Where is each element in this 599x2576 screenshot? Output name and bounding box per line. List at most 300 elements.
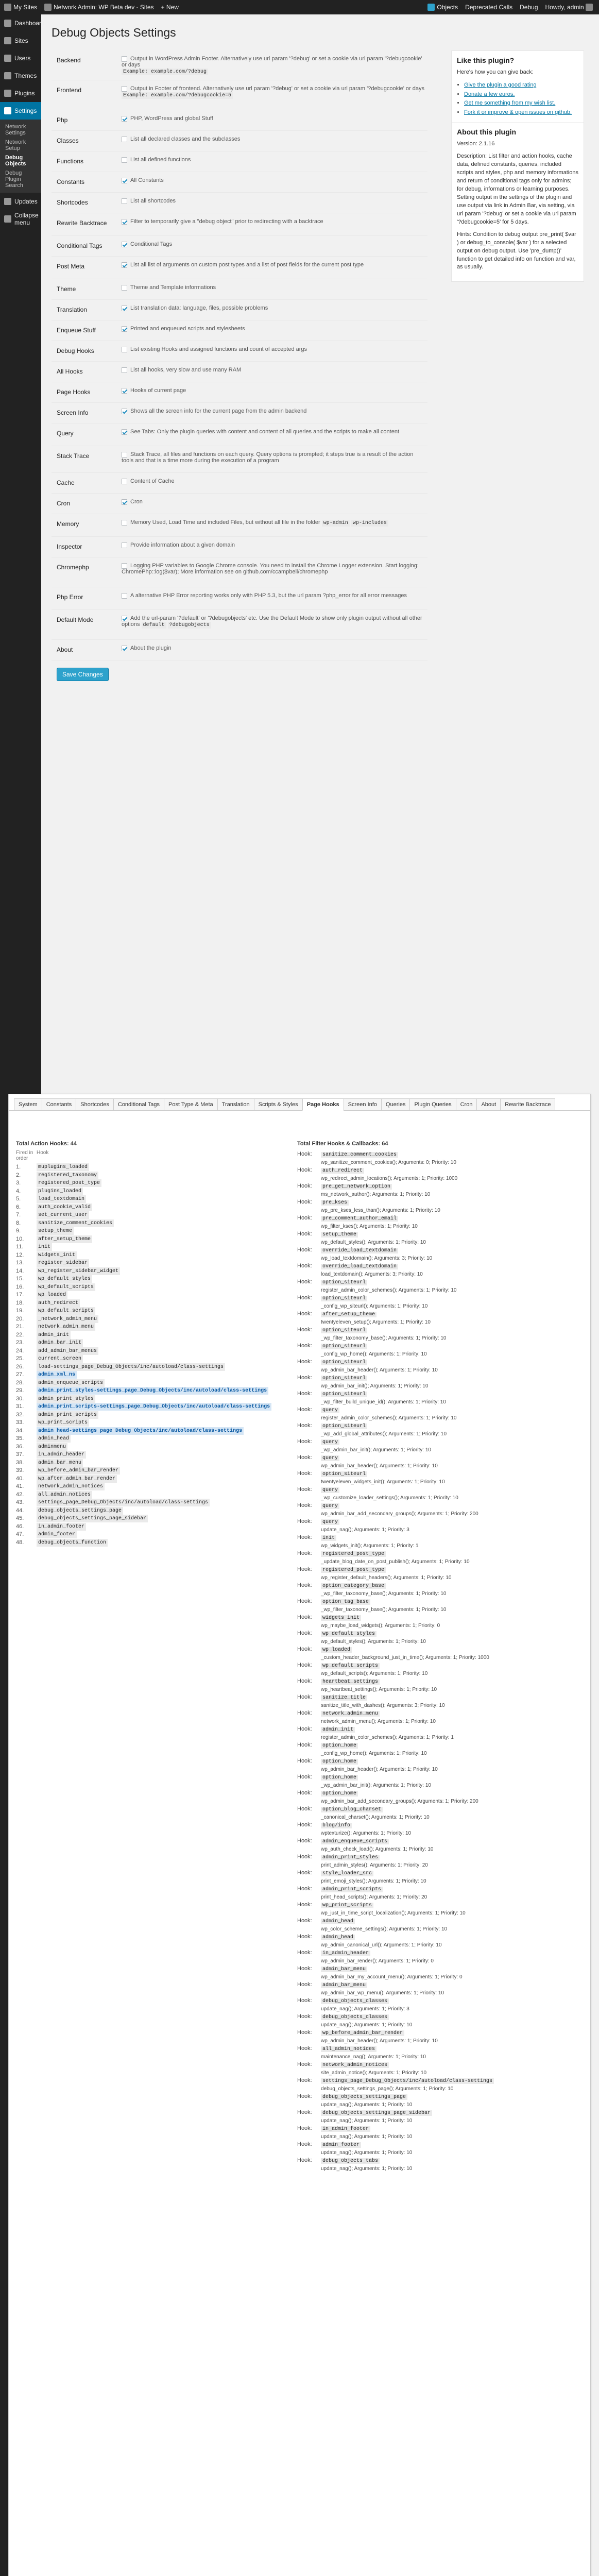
hook-order: 9. [16,1228,21,1234]
filter-callback: wp_default_scripts(); Arguments: 1; Priority: 10 [321,1671,428,1676]
tab-plugin-queries[interactable]: Plugin Queries [409,1098,456,1111]
setting-description: Add the url-param '?default' or '?debugobjects' etc. Use the Default Mode to show only plugin output without all other options [122,615,422,628]
filter-hook-name: wp_print_scripts [321,1903,373,1908]
hook-key-label: Hook: [297,1790,312,1796]
setting-field [118,494,427,514]
filter-callback: load_textdomain(); Arguments: 3; Priority: 10 [321,1272,423,1277]
hook-order: 34. [16,1427,24,1434]
filter-hook-name: setup_theme [321,1232,358,1238]
settings-form [52,50,427,681]
tab-queries[interactable]: Queries [381,1098,410,1111]
filter-callback: wp_admin_bar_wp_menu(); Arguments: 1; Priority: 10 [321,1990,444,1996]
filter-hook-name: option_siteurl [321,1376,367,1381]
setting-description: Cron [130,499,143,505]
table-row [16,1507,284,1515]
setting-field [118,80,427,110]
wishlist-link[interactable]: Get me something from my wish list. [464,100,556,107]
hook-order: 10. [16,1235,24,1242]
hook-order: 19. [16,1308,24,1314]
setting-checkbox[interactable] [122,409,127,414]
deprecated-calls-link[interactable]: Deprecated Calls [465,3,513,11]
submenu-debug-plugin-search[interactable]: Debug Plugin Search [5,170,23,189]
list-item [297,1805,586,1814]
menu-item-sites[interactable]: Sites [0,32,41,49]
hints-text: Hints: Condition to debug output pre_print( $var ) or debug_to_console( $var ) for a selected output on debug output. Use 'pre_dump()' function to get detailed info on function and var, as usually. [457,231,576,270]
hook-order: 7. [16,1212,21,1218]
filter-callback: update_nag(); Arguments: 1; Priority: 10 [321,2134,413,2140]
filter-callback: ms_network_author(); Arguments: 1; Priority: 10 [321,1192,431,1197]
filter-hook-name: admin_footer [321,2142,361,2148]
filter-hooks-list [297,1150,586,2172]
tab-conditional-tags[interactable]: Conditional Tags [113,1098,164,1111]
hook-order: 44. [16,1507,24,1514]
filter-hook-name: wp_loaded [321,1647,352,1653]
hook-key-label: Hook: [297,1678,312,1684]
setting-checkbox[interactable] [122,520,127,526]
filter-hook-name: option_siteurl [321,1423,367,1429]
settings-row [52,514,427,537]
menu-item-updates[interactable]: Updates [0,193,41,210]
setting-field [118,151,427,172]
setting-checkbox[interactable] [122,388,127,394]
setting-label: Enqueue Stuff [57,327,96,334]
setting-checkbox[interactable] [122,219,127,225]
filter-hook-name: option_home [321,1743,358,1749]
filter-hook-name: sanitize_comment_cookies [321,1152,398,1158]
table-row [16,1403,284,1411]
setting-checkbox[interactable] [122,452,127,457]
filter-hook-name: admin_enqueue_scripts [321,1839,389,1844]
hook-key-label: Hook: [297,1981,312,1988]
filter-hook-name: after_setup_theme [321,1312,376,1317]
hook-order: 40. [16,1475,24,1482]
filter-callback: wp_color_scheme_settings(); Arguments: 1; Priority: 10 [321,1926,448,1932]
list-item [297,1964,586,1974]
table-row [16,1219,284,1228]
list-item [297,1166,586,1175]
list-item [297,2060,586,2070]
hook-name: debug_objects_function [37,1539,108,1547]
setting-checkbox[interactable] [122,646,127,651]
hook-order: 20. [16,1315,24,1322]
filter-callback: _config_wp_siteurl(); Arguments: 1; Priority: 10 [321,1303,428,1309]
setting-description: List all list of arguments on custom post types and a list of post fields for the current post type [130,262,364,268]
hook-name: plugins_loaded [37,1188,83,1195]
hook-name: in_admin_footer [37,1523,86,1531]
filter-hook-name: debug_objects_classes [321,2014,389,2020]
table-row [16,1483,284,1491]
setting-field [118,403,427,423]
save-changes-button[interactable]: Save Changes [57,668,109,681]
settings-row [52,279,427,300]
tab-translation[interactable]: Translation [217,1098,254,1111]
setting-field [118,514,427,536]
hook-key-label: Hook: [297,1215,312,1221]
filter-callback: update_nag(); Arguments: 1; Priority: 3 [321,1527,409,1533]
setting-description: List translation data: language, files, possible problems [130,305,268,311]
table-row [16,1235,284,1244]
filter-callback: print_admin_styles(); Arguments: 1; Priority: 20 [321,1862,428,1868]
setting-checkbox[interactable] [122,326,127,332]
setting-field [118,236,427,256]
filter-callback: wp_just_in_time_script_localization(); Arguments: 1; Priority: 10 [321,1910,466,1916]
setting-field [118,341,427,361]
menu-item-users[interactable]: Users [0,49,41,67]
filter-callback: maintenance_nag(); Arguments: 1; Priority: 10 [321,2054,426,2060]
hook-key-label: Hook: [297,1311,312,1317]
hook-key-label: Hook: [297,1343,312,1349]
table-row [16,1339,284,1347]
menu-item-plugins[interactable]: Plugins [0,84,41,102]
hook-name: all_admin_notices [37,1491,92,1499]
hook-order: 26. [16,1363,24,1370]
debug-link[interactable]: Debug [520,3,538,11]
hook-name: after_setup_theme [37,1235,92,1243]
hook-order: 22. [16,1331,24,1338]
hook-name: muplugins_loaded [37,1163,89,1171]
table-row [16,1163,284,1172]
hook-key-label: Hook: [297,1199,312,1205]
setting-example: Example: example.com/?debugcookie=5 [122,92,233,99]
list-item [297,1948,586,1958]
filter-callback: wp_admin_bar_my_account_menu(); Arguments: 1; Priority: 0 [321,1974,463,1980]
settings-row [52,80,427,110]
setting-label: Conditional Tags [57,242,102,249]
hook-key-label: Hook: [297,1438,312,1445]
table-row [16,1204,284,1212]
submenu-network-setup[interactable]: Network Setup [5,139,26,151]
filter-callback: debug_objects_settings_page(); Arguments: 1; Priority: 10 [321,2086,454,2092]
settings-row [52,362,427,382]
table-row [16,1331,284,1340]
setting-label: Page Hooks [57,388,91,396]
table-row [16,1419,284,1427]
filter-hook-name: option_siteurl [321,1360,367,1365]
setting-checkbox[interactable] [122,429,127,435]
like-box [452,51,584,123]
filter-callback: _wp_customize_loader_settings(); Arguments: 1; Priority: 10 [321,1495,458,1501]
list-item [297,1645,586,1654]
filter-hook-name: option_blog_charset [321,1807,383,1812]
table-row [16,1347,284,1355]
github-link[interactable]: Fork it or improve & open issues on github. [464,109,572,115]
table-row [16,1283,284,1292]
filter-hook-name: pre_kses [321,1200,349,1206]
filter-hook-name: settings_page_Debug_Objects/inc/autoload/class-settings [321,2078,494,2084]
rating-link[interactable]: Give the plugin a good rating [464,81,537,88]
list-item [297,1661,586,1670]
filter-callback: wp_load_textdomain(); Arguments: 3; Priority: 10 [321,1256,433,1261]
list-item [297,1821,586,1830]
filter-callback: print_emoji_styles(); Arguments: 1; Priority: 10 [321,1878,426,1884]
menu-item-dashboard[interactable]: Dashboard [0,14,41,32]
hook-key-label: Hook: [297,2157,312,2163]
setting-description: Theme and Template informations [130,284,216,291]
hook-order: 42. [16,1491,24,1498]
list-item [297,1262,586,1271]
filter-hook-name: registered_post_type [321,1567,386,1573]
filter-hook-name: query [321,1455,339,1461]
list-item [297,1469,586,1479]
setting-label: Constants [57,178,85,185]
hook-key-label: Hook: [297,1918,312,1924]
setting-checkbox[interactable] [122,543,127,548]
donate-link[interactable]: Donate a few euros. [464,91,515,97]
list-item [297,1501,586,1511]
table-row [16,1475,284,1483]
tab-page-hooks[interactable]: Page Hooks [302,1098,344,1111]
hook-key-label: Hook: [297,2093,312,2099]
menu-item-settings[interactable]: Settings [0,102,41,120]
list-item [297,1980,586,1990]
hook-order: 28. [16,1379,24,1386]
updates-icon [4,198,11,205]
setting-field [118,300,427,320]
filter-callback: _canonical_charset(); Arguments: 1; Priority: 10 [321,1815,430,1820]
hook-key-label: Hook: [297,1422,312,1429]
tab-system[interactable]: System [14,1098,42,1111]
account-link[interactable]: Howdy, admin [545,4,595,11]
settings-row [52,587,427,610]
setting-description: List existing Hooks and assigned functions and count of accepted args [130,346,307,352]
setting-checkbox[interactable] [122,262,127,268]
hook-name: network_admin_notices [37,1483,105,1490]
filter-hook-name: registered_post_type [321,1551,386,1557]
setting-field [118,172,427,192]
table-row [16,1259,284,1267]
setting-checkbox[interactable] [122,306,127,311]
submenu-debug-objects[interactable]: Debug Objects [5,155,26,167]
hook-name: registered_post_type [37,1179,101,1187]
tab-shortcodes[interactable]: Shortcodes [76,1098,114,1111]
hook-order: 5. [16,1196,21,1202]
filter-callback: update_nag(); Arguments: 1; Priority: 10 [321,2102,413,2108]
tab-rewrite-backtrace[interactable]: Rewrite Backtrace [500,1098,555,1111]
tab-scripts-styles[interactable]: Scripts & Styles [254,1098,303,1111]
setting-label: Cron [57,500,71,507]
tab-about[interactable]: About [476,1098,501,1111]
hook-key-label: Hook: [297,1806,312,1812]
table-row [16,1267,284,1276]
list-item [297,1310,586,1319]
hook-order: 6. [16,1204,21,1210]
setting-checkbox[interactable] [122,479,127,484]
filter-callback: _wp_filter_build_unique_id(); Arguments: 1; Priority: 10 [321,1399,446,1405]
setting-description: See Tabs: Only the plugin queries with content and content of all queries and the scripts to make all content [130,429,400,435]
setting-example: Example: example.com/?debug [122,69,208,75]
my-sites-link[interactable]: My Sites [4,4,37,11]
hook-order: 12. [16,1251,24,1258]
list-item [297,1597,586,1606]
settings-row [52,494,427,514]
setting-checkbox[interactable] [122,137,127,142]
table-row [16,1363,284,1371]
setting-description: Stack Trace, all files and functions on each query. Query options is prompted; it steps true is a result of the action tools and that is a time more during the execution of a program [122,451,414,464]
setting-checkbox[interactable] [122,242,127,247]
filter-hooks-column [297,1141,586,2172]
admin-bar [0,0,599,14]
filter-hook-name: admin_head [321,1935,355,1940]
list-item [297,1996,586,2006]
filter-callback: wp_admin_bar_render(); Arguments: 1; Priority: 0 [321,1958,434,1964]
table-row [16,1299,284,1308]
hook-name: wp_default_styles [37,1275,92,1283]
setting-checkbox[interactable] [122,86,127,92]
filter-callback: wp_admin_bar_init(); Arguments: 1; Priority: 10 [321,1383,429,1389]
hook-name: auth_cookie_valid [37,1204,92,1211]
hook-name: debug_objects_settings_page [37,1507,123,1515]
setting-field [118,537,427,557]
hook-key-label: Hook: [297,1742,312,1748]
filter-hook-name: widgets_init [321,1615,361,1621]
hook-order: 11. [16,1244,24,1250]
filter-hook-name: debug_objects_tabs [321,2158,380,2164]
list-item [297,1294,586,1303]
filter-callback: wp_widgets_init(); Arguments: 1; Priority: 1 [321,1543,419,1549]
filter-callback: _custom_header_background_just_in_time(); Arguments: 1; Priority: 1000 [321,1655,489,1660]
new-content-link[interactable]: + New [161,4,179,11]
table-row [16,1451,284,1459]
hook-order: 17. [16,1292,24,1298]
filter-hook-name: in_admin_footer [321,2126,370,2132]
hook-name: sanitize_comment_cookies [37,1219,114,1227]
hook-key-label: Hook: [297,1870,312,1876]
tab-cron[interactable]: Cron [456,1098,477,1111]
hook-key-label: Hook: [297,1965,312,1972]
filter-callback: wp_admin_bar_header(); Arguments: 1; Priority: 10 [321,1767,438,1772]
hook-order: 2. [16,1172,21,1178]
setting-field [118,320,427,341]
setting-checkbox[interactable] [122,367,127,373]
settings-icon [4,107,11,114]
hook-key-label: Hook: [297,1151,312,1157]
setting-label: Debug Hooks [57,347,94,354]
network-admin-link[interactable]: Network Admin: WP Beta dev - Sites [44,4,154,11]
hook-key-label: Hook: [297,2109,312,2115]
filter-callback: _update_blog_date_on_post_publish(); Arguments: 1; Priority: 10 [321,1559,470,1565]
hook-name: wp_before_admin_bar_render [37,1467,120,1475]
setting-field [118,382,427,402]
hook-order: 8. [16,1219,21,1226]
hook-key-label: Hook: [297,1774,312,1780]
tab-constants[interactable]: Constants [42,1098,77,1111]
setting-label: All Hooks [57,368,83,375]
filter-hook-name: sanitize_title [321,1695,367,1701]
hook-key-label: Hook: [297,1997,312,2004]
hook-key-label: Hook: [297,1550,312,1556]
filter-callback: wp_admin_bar_header(); Arguments: 1; Priority: 10 [321,2038,438,2044]
setting-checkbox[interactable] [122,563,127,569]
list-item [297,1358,586,1367]
setting-description: Memory Used, Load Time and included Files, but without all file in the folder [130,519,320,526]
filter-hook-name: query [321,1487,339,1493]
filter-callback: update_nag(); Arguments: 1; Priority: 3 [321,2006,409,2012]
list-item [297,1517,586,1527]
hook-order: 37. [16,1451,24,1458]
setting-label: Backend [57,57,81,64]
list-item [297,1677,586,1686]
collapse-menu-button[interactable]: Collapse menu [0,210,41,228]
list-item [297,1150,586,1159]
hook-key-label: Hook: [297,1886,312,1892]
setting-checkbox[interactable] [122,56,127,62]
settings-row [52,557,427,587]
setting-checkbox[interactable] [122,499,127,505]
setting-field [118,279,427,299]
setting-checkbox[interactable] [122,116,127,122]
hook-key-label: Hook: [297,1375,312,1381]
tab-post-type-meta[interactable]: Post Type & Meta [164,1098,218,1111]
setting-description: List all declared classes and the subclasses [130,136,241,142]
filter-callback: register_admin_color_schemes(); Arguments: 1; Priority: 1 [321,1735,454,1740]
setting-checkbox[interactable] [122,616,127,621]
setting-checkbox[interactable] [122,347,127,352]
setting-checkbox[interactable] [122,178,127,183]
filter-callback: wp_admin_canonical_url(); Arguments: 1; Priority: 10 [321,1942,442,1948]
hook-order: 33. [16,1419,24,1426]
hook-name: register_sidebar [37,1259,89,1267]
settings-row [52,110,427,131]
list-item [297,1549,586,1558]
hook-order: 14. [16,1267,24,1274]
setting-checkbox[interactable] [122,593,127,599]
hook-order: 45. [16,1515,24,1521]
filter-callback: _wp_filter_taxonomy_base(); Arguments: 1; Priority: 10 [321,1607,447,1613]
hook-name: widgets_init [37,1251,77,1259]
home-icon [44,4,52,11]
filter-callback: sanitize_title_with_dashes(); Arguments: 3; Priority: 10 [321,1703,445,1708]
table-row [16,1179,284,1188]
hook-key-label: Hook: [297,1454,312,1461]
table-row [16,1395,284,1403]
hook-name: wp_default_scripts [37,1283,95,1291]
setting-field [118,257,427,279]
settings-row [52,610,427,640]
list-item [297,1374,586,1383]
hook-order: 46. [16,1523,24,1530]
hook-name: wp_after_admin_bar_render [37,1475,117,1483]
filter-hook-name: network_admin_notices [321,2062,389,2068]
hook-key-label: Hook: [297,1359,312,1365]
list-item [297,1565,586,1574]
filter-callback: register_admin_color_schemes(); Arguments: 1; Priority: 10 [321,1415,457,1421]
menu-item-themes[interactable]: Themes [0,67,41,84]
hook-name: admin_print_scripts [37,1411,98,1419]
hook-order: 43. [16,1499,24,1505]
like-links [464,81,578,117]
hook-order: 31. [16,1403,24,1410]
tab-screen-info[interactable]: Screen Info [344,1098,382,1111]
setting-checkbox[interactable] [122,285,127,291]
hook-key-label: Hook: [297,1295,312,1301]
settings-submenu [0,120,41,193]
hook-name: add_admin_bar_menus [37,1347,98,1355]
hook-order: 1. [16,1164,21,1170]
table-row [16,1251,284,1260]
setting-checkbox[interactable] [122,157,127,163]
hook-order: 24. [16,1347,24,1354]
submenu-network-settings[interactable]: Network Settings [5,124,26,136]
filter-callback: wp_auth_check_load(); Arguments: 1; Priority: 10 [321,1846,434,1852]
objects-link[interactable]: Objects [427,4,458,11]
hook-name: admin_head-settings_page_Debug_Objects/inc/autoload/class-settings [37,1427,244,1435]
hook-name: admin_print_scripts-settings_page_Debug_Objects/inc/autoload/class-settings [37,1403,271,1411]
setting-checkbox[interactable] [122,198,127,204]
hook-key-label: Hook: [297,2045,312,2052]
hook-key-label: Hook: [297,1534,312,1540]
setting-description: Content of Cache [130,478,175,484]
hook-order: 38. [16,1459,24,1466]
